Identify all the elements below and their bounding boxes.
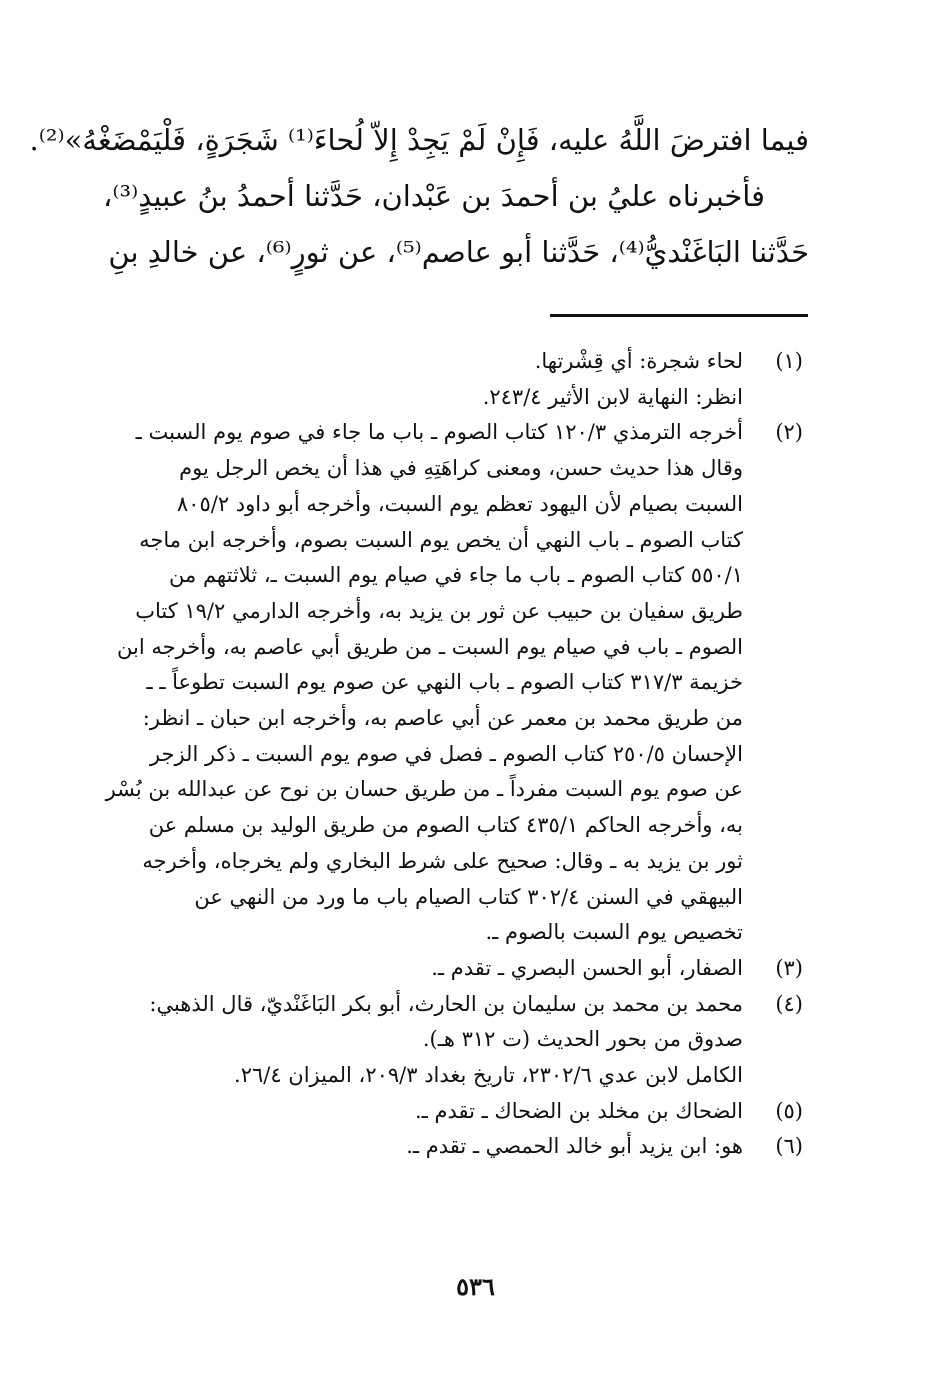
footnote-line: تخصيص يوم السبت بالصوم ـ. <box>485 920 743 945</box>
main-text-line: فيما افترضَ اللَّهُ عليه، فَإِنْ لَمْ يَجِدْ إِلاّ لُحاءَ⁽¹⁾ شَجَرَةٍ، فَلْيَمْضَغْهُ»⁽²⁾. <box>29 123 809 157</box>
footnote-line: السبت بصيام لأن اليهود تعظم يوم السبت، وأخرجه أبو داود ٨٠٥/٢ <box>176 491 743 516</box>
footnote-line: الضحاك بن مخلد بن الضحاك ـ تقدم ـ. <box>414 1098 743 1123</box>
footnote-line: الصوم ـ باب في صيام يوم السبت ـ من طريق أبي عاصم به، وأخرجه ابن <box>117 634 743 659</box>
footnote-number: (٢) <box>775 420 803 445</box>
footnote-line: لحاء شجرة: أي قِشْرتها. <box>534 349 743 373</box>
main-text-line: فأخبرناه عليُ بن أحمدَ بن عَبْدان، حَدَّثنا أحمدُ بنُ عبيدٍ⁽³⁾، <box>103 179 765 213</box>
footnote-4 <box>96 987 809 1094</box>
footnote-line: خزيمة ٣١٧/٣ كتاب الصوم ـ باب النهي عن صوم يوم السبت تطوعاً ـ ـ <box>146 670 743 695</box>
main-text-line: حَدَّثنا البَاغَنْديُّ⁽⁴⁾، حَدَّثنا أبو عاصم⁽⁵⁾، عن ثورٍ⁽⁶⁾، عن خالدِ بنِ <box>108 235 809 269</box>
footnote-3 <box>96 951 809 987</box>
footnote-number: (١) <box>775 349 803 373</box>
footnote-line: من طريق محمد بن معمر عن أبي عاصم به، وأخرجه ابن حبان ـ انظر: <box>142 706 743 731</box>
footnote-line: به، وأخرجه الحاكم ٤٣٥/١ كتاب الصوم من طريق الوليد بن مسلم عن <box>148 813 743 838</box>
footnote-line: الإحسان ٢٥٠/٥ كتاب الصوم ـ فصل في صوم يوم السبت ـ ذكر الزجر <box>149 741 743 766</box>
footnote-line: ٥٥٠/١ كتاب الصوم ـ باب ما جاء في صيام يوم السبت ـ، ثلاثتهم من <box>169 563 743 588</box>
footnote-6 <box>96 1129 809 1165</box>
page-number: ٥٣٦ <box>456 1272 495 1301</box>
main-text <box>29 112 809 280</box>
footnote-line: وقال هذا حديث حسن، ومعنى كراهَتِهِ في هذا أن يخص الرجل يوم <box>179 456 743 481</box>
footnote-line: محمد بن محمد بن سليمان بن الحارث، أبو بكر البَاغَنْديّ، قال الذهبي: <box>149 991 743 1016</box>
footnotes <box>96 344 809 1165</box>
footnote-line: البيهقي في السنن ٣٠٢/٤ كتاب الصيام باب ما ورد من النهي عن <box>194 884 743 909</box>
footnote-number: (٦) <box>775 1134 803 1159</box>
footnote-2 <box>96 415 809 951</box>
footnote-5 <box>96 1094 809 1130</box>
footnote-line: انظر: النهاية لابن الأثير ٢٤٣/٤. <box>482 384 743 409</box>
footnote-line: عن صوم يوم السبت مفرداً ـ من طريق حسان بن نوح عن عبدالله بن بُسْر <box>105 777 743 802</box>
footnote-number: (٤) <box>775 991 803 1016</box>
footnote-line: الكامل لابن عدي ٢٣٠٢/٦، تاريخ بغداد ٢٠٩/٣، الميزان ٢٦/٤. <box>234 1063 743 1088</box>
footnote-line: كتاب الصوم ـ باب النهي أن يخص يوم السبت بصوم، وأخرجه ابن ماجه <box>139 527 743 552</box>
footnote-line: أخرجه الترمذي ١٢٠/٣ كتاب الصوم ـ باب ما جاء في صوم يوم السبت ـ <box>135 420 743 445</box>
footnote-line: صدوق من بحور الحديث (ت ٣١٢ هـ). <box>422 1027 743 1052</box>
footnote-separator <box>550 314 808 317</box>
footnote-number: (٥) <box>775 1098 803 1123</box>
footnote-line: ثور بن يزيد به ـ وقال: صحيح على شرط البخاري ولم يخرجاه، وأخرجه <box>142 848 743 873</box>
footnote-1 <box>96 344 809 415</box>
footnote-line: طريق سفيان بن حبيب عن ثور بن يزيد به، وأخرجه الدارمي ١٩/٢ كتاب <box>135 598 743 623</box>
footnote-number: (٣) <box>775 955 803 980</box>
footnote-line: الصفار، أبو الحسن البصري ـ تقدم ـ. <box>431 955 743 980</box>
footnote-line: هو: ابن يزيد أبو خالد الحمصي ـ تقدم ـ. <box>406 1134 743 1159</box>
